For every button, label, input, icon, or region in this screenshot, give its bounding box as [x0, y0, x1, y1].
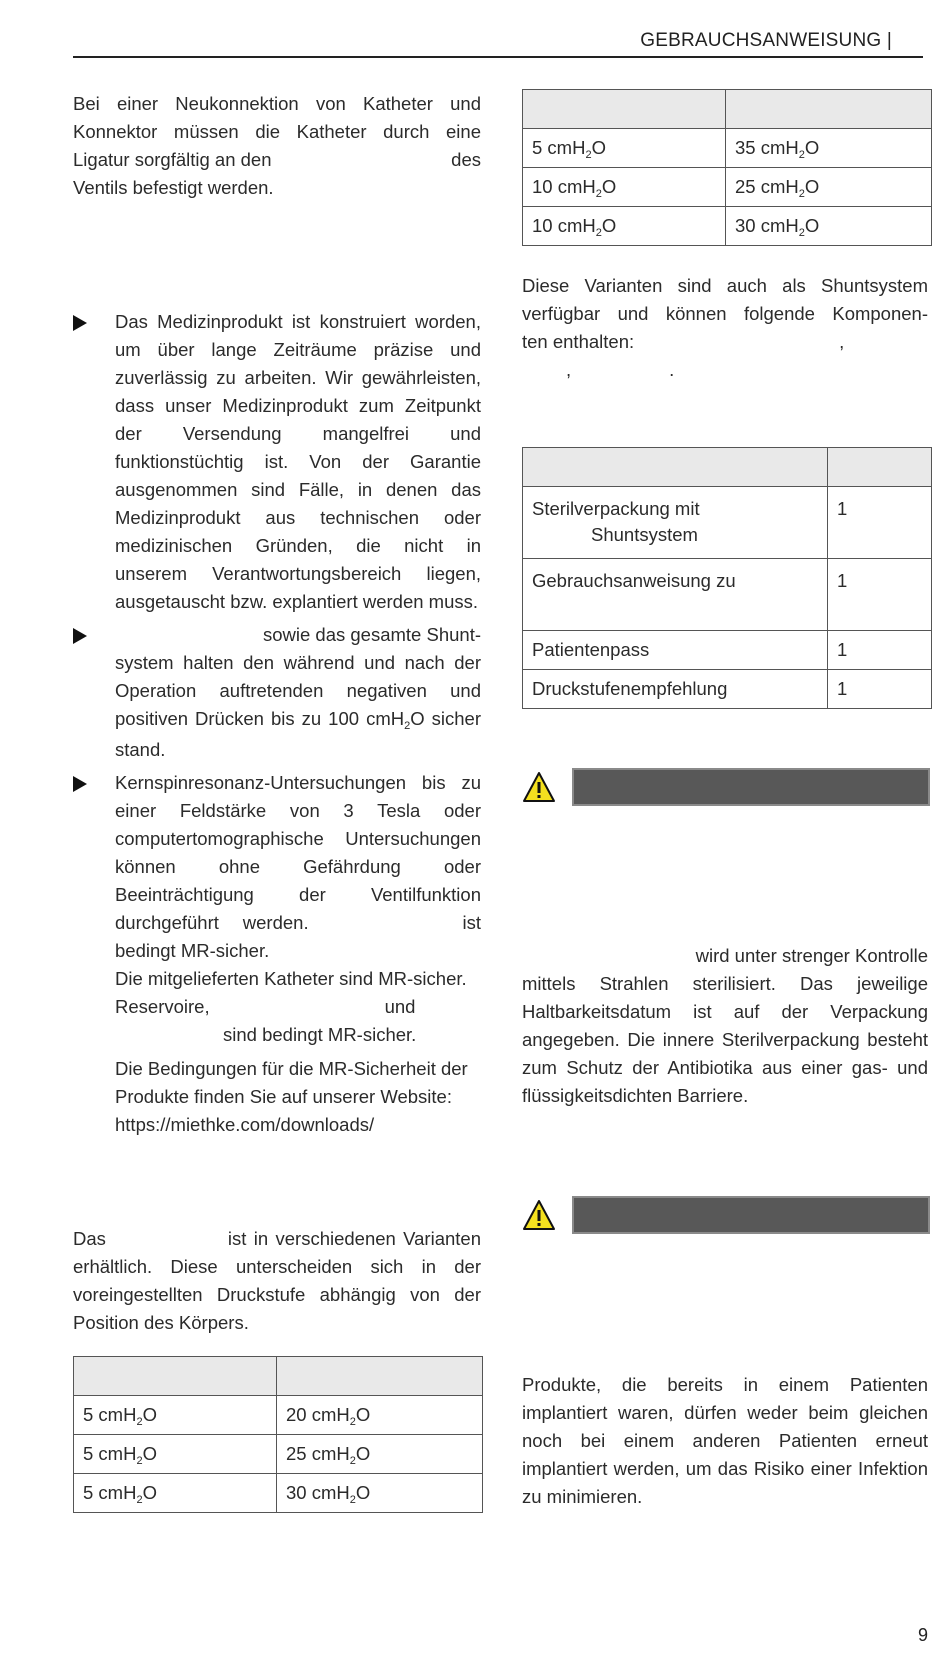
table-cell: [277, 1396, 483, 1435]
bullet-line: [115, 993, 481, 1021]
bullet-text: Reservoire,: [115, 996, 210, 1017]
cell-text: 25 cmH: [286, 1443, 350, 1464]
shunt-text: ten enthalten:: [522, 331, 635, 352]
intro-paragraph: [73, 90, 481, 202]
table-header-row: [74, 1357, 483, 1396]
table-cell: 1: [828, 559, 932, 631]
bullet-text: und: [384, 996, 416, 1017]
bullet-item: [73, 308, 481, 616]
cell-text: 10 cmH: [532, 215, 596, 236]
table-row: [523, 129, 932, 168]
intro-line: Ventils befestigt werden.: [73, 177, 274, 198]
cell-text: O: [355, 1404, 371, 1425]
bullet-marker-icon: [73, 628, 87, 644]
table-row: [74, 1396, 483, 1435]
shunt-line: [522, 356, 928, 384]
table-row: [523, 487, 932, 559]
table-cell: Patientenpass: [523, 631, 828, 670]
table-row: [523, 168, 932, 207]
table-header-cell: [277, 1357, 483, 1396]
subscript: 2: [404, 720, 411, 732]
contents-table: [522, 447, 932, 709]
table-cell: [523, 168, 726, 207]
intro-line: Bei einer Neukonnektion von Katheter und: [73, 93, 481, 114]
shunt-text: .: [669, 359, 675, 380]
subscript: 2: [349, 1455, 356, 1467]
cell-text: O: [142, 1482, 157, 1503]
table-row: [74, 1474, 483, 1513]
bullet-text: O sicher stand.: [115, 708, 481, 760]
subscript: 2: [136, 1455, 143, 1467]
table-cell: [726, 168, 932, 207]
shunt-text: ,: [839, 331, 845, 352]
subscript: 2: [595, 227, 602, 239]
table-header-row: [523, 448, 932, 487]
cell-text: 5 cmH: [83, 1443, 137, 1464]
cell-text: 20 cmH: [286, 1404, 350, 1425]
table-row: [523, 670, 932, 709]
intro-text: Ligatur sorgfältig an den: [73, 149, 272, 170]
mr-note-line: Produkte finden Sie auf unserer Website:: [115, 1086, 452, 1107]
cell-text: O: [142, 1443, 157, 1464]
header-rule: [73, 56, 923, 58]
table-row: [523, 559, 932, 631]
cell-text: O: [591, 137, 606, 158]
subscript: 2: [349, 1494, 356, 1506]
table-cell: Gebrauchsanweisung zu: [523, 559, 828, 631]
cell-text: 35 cmH: [735, 137, 799, 158]
table-header-cell: [726, 90, 932, 129]
table-header-cell: [523, 90, 726, 129]
table-row: [74, 1435, 483, 1474]
intro-text: des: [451, 149, 481, 170]
bullet-marker-icon: [73, 315, 87, 331]
table-cell: [74, 1474, 277, 1513]
subscript: 2: [798, 149, 805, 161]
table-cell: [277, 1474, 483, 1513]
subscript: 2: [798, 227, 805, 239]
sterile-paragraph: [522, 942, 928, 1110]
table-cell: [74, 1435, 277, 1474]
page-number: 9: [917, 1625, 928, 1645]
table-cell: [523, 207, 726, 246]
warning-bar: [572, 1196, 930, 1234]
cell-text: O: [804, 176, 820, 197]
table-cell: Druckstufenempfehlung: [523, 670, 828, 709]
table-row: [523, 207, 932, 246]
variants-paragraph: [73, 1225, 481, 1337]
pressure-table-right: [522, 89, 932, 246]
cell-text: 5 cmH: [83, 1404, 137, 1425]
header-title: GEBRAUCHSANWEISUNG |: [640, 30, 892, 51]
cell-text: O: [804, 215, 820, 236]
table-cell: [523, 487, 828, 559]
cell-text: 10 cmH: [532, 176, 596, 197]
intro-line: Konnektor müssen die Katheter durch eine: [73, 121, 481, 142]
warning-icon: [522, 771, 556, 803]
subscript: 2: [585, 149, 592, 161]
subscript: 2: [136, 1494, 143, 1506]
bullet-text: system halten den während und nach der Operation auftretenden negativen und positiven Drücken bis zu 100 cmH: [115, 652, 481, 729]
warning-bar: [572, 768, 930, 806]
table-cell: [726, 129, 932, 168]
table-header-cell: [74, 1357, 277, 1396]
subscript: 2: [136, 1416, 143, 1428]
bullet-text: Die mitgelieferten Katheter sind MR-sicher.: [115, 968, 467, 989]
bullet-list: [73, 308, 481, 1139]
bullet-item: [73, 769, 481, 1049]
pressure-table-left: [73, 1356, 483, 1513]
variants-text: ist in verschiedenen Varianten erhältlich. Diese unterscheiden sich in der voreingestellten Druckstufe abhängig von der Position des Körpers.: [73, 1228, 481, 1333]
variants-text: Das: [73, 1228, 106, 1249]
subscript: 2: [349, 1416, 356, 1428]
bullet-text: ist bedingt MR-sicher.: [115, 912, 481, 961]
table-cell: [523, 129, 726, 168]
bullet-text: Kernspinresonanz-Untersuchungen bis zu einer Feldstärke von 3 Tesla oder computertomographische Untersuchungen können ohne Gefährdung oder Beeinträchtigung der Ventilfunktion durchgeführt werden.: [115, 772, 481, 933]
sterile-text: wird unter strenger Kontrolle: [695, 945, 928, 966]
table-row: [523, 631, 932, 670]
table-cell: [74, 1396, 277, 1435]
mr-link[interactable]: https://miethke.com/downloads/: [115, 1114, 375, 1135]
mr-note-line: Die Bedingungen für die MR-Sicherheit der: [115, 1058, 468, 1079]
cell-text: 30 cmH: [286, 1482, 350, 1503]
table-header-row: [523, 90, 932, 129]
shunt-paragraph: [522, 272, 928, 384]
bullet-marker-icon: [73, 776, 87, 792]
warning-banner: [522, 1196, 930, 1236]
shunt-line: verfügbar und können folgende Komponen-: [522, 303, 928, 324]
cell-text: 25 cmH: [735, 176, 799, 197]
table-header-cell: [523, 448, 828, 487]
subscript: 2: [595, 188, 602, 200]
bullet-text: Das Medizinprodukt ist konstruiert worden, um über lange Zeiträume präzise und zuverlässig zu arbeiten. Wir gewährleisten, dass unser Medizinprodukt zum Zeitpunkt der Versendung mangelfrei und funktionstüchtig ist. Von der Garantie ausgenommen sind Fälle, in denen das Medizinprodukt aus technischen oder medizinischen Gründen, die nicht in unserem Verantwortungsbereich liegen, ausgetauscht bzw. explantiert werden muss.: [115, 311, 481, 612]
sterile-text: mittels Strahlen sterilisiert. Das jeweilige Haltbarkeitsdatum ist auf der Verpackung angegeben. Die innere Sterilverpackung besteht zum Schutz der Antibiotika aus einer gas- und flüssigkeitsdichten Barriere.: [522, 973, 928, 1106]
table-cell: 1: [828, 487, 932, 559]
cell-text: 30 cmH: [735, 215, 799, 236]
cell-text: 5 cmH: [83, 1482, 137, 1503]
table-header-cell: [828, 448, 932, 487]
cell-text: O: [355, 1443, 371, 1464]
cell-text: Sterilverpackung mit: [532, 498, 700, 519]
cell-text: O: [601, 215, 617, 236]
shunt-line: Diese Varianten sind auch als Shuntsystem: [522, 275, 928, 296]
reuse-paragraph: Produkte, die bereits in einem Patienten implantiert waren, dürfen weder beim gleichen noch bei einem anderen Patienten erneut implantiert werden, um das Risiko einer Infektion zu minimieren.: [522, 1374, 928, 1507]
warning-banner: [522, 768, 930, 808]
bullet-text: sind bedingt MR-sicher.: [223, 1024, 417, 1045]
table-cell: [277, 1435, 483, 1474]
warning-icon: [522, 1199, 556, 1231]
subscript: 2: [798, 188, 805, 200]
cell-text: O: [804, 137, 820, 158]
cell-text: Shuntsystem: [591, 524, 698, 545]
table-cell: 1: [828, 670, 932, 709]
bullet-text: sowie das gesamte Shunt-: [262, 624, 481, 645]
mr-note: [73, 1055, 481, 1139]
table-cell: 1: [828, 631, 932, 670]
bullet-item: [73, 621, 481, 764]
shunt-line: [522, 328, 928, 356]
cell-text: O: [142, 1404, 157, 1425]
shunt-text: ,: [566, 359, 572, 380]
cell-text: 5 cmH: [532, 137, 586, 158]
table-cell: [726, 207, 932, 246]
intro-line: [73, 146, 481, 174]
cell-text: O: [355, 1482, 371, 1503]
cell-text: O: [601, 176, 617, 197]
